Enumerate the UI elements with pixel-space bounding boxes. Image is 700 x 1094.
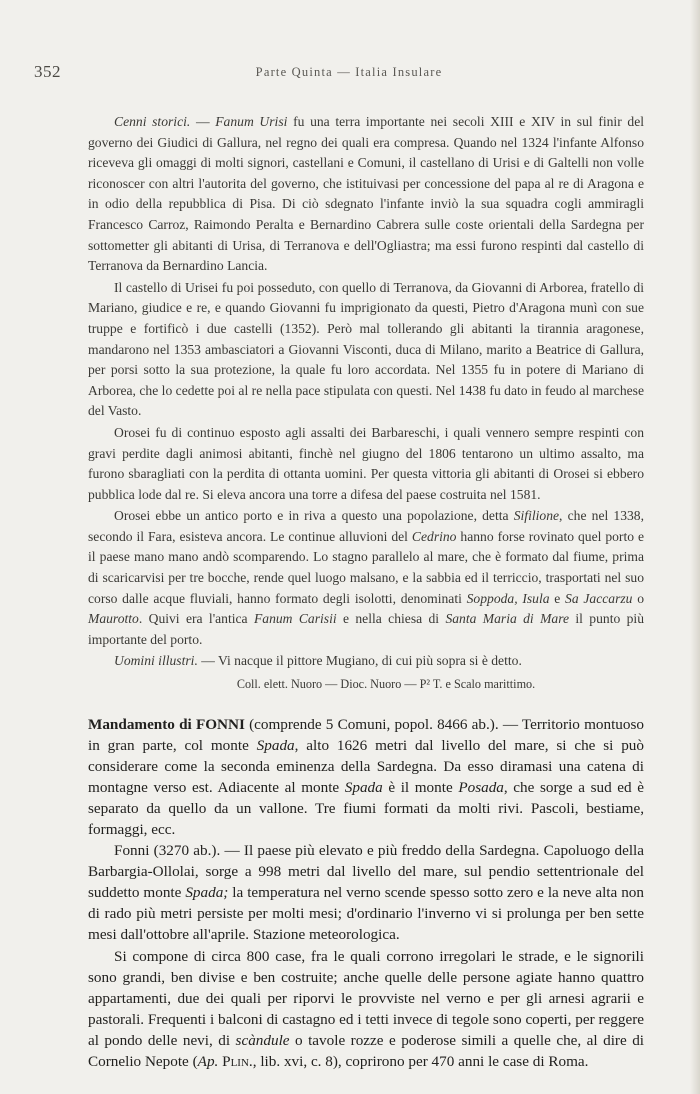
cenni-paragraph-2: Il castello di Urisei fu poi posseduto, con quello di Terranova, da Giovanni di Arborea, fratello di Mariano, giudice e re, e quando Giovanni fu imprigionato da questi, Pietro d'Aragona munì con sue truppe e fortificò i due castelli (1352). Però mal tollerando gli abitanti la tirannia aragonese, mandarono nel 1353 ambasciatori a Giovanni Visconti, duca di Milano, marito a Beatrice di Gallura, per porsi sotto la sua protezione, la quale fu loro accordata. Nel 1355 fu in potere di Mariano di Arborea, che lo cedette poi al re nella pace stipulata con questi. Nel 1438 fu dato in feudo al marchese del Vasto.	[88, 279, 644, 419]
mand-text-d: , che sorge a sud ed è separato da quello da un vallone. Tre fiumi formati da molti rivi. Pascoli, bestiame, formaggi, ecc.	[88, 778, 644, 838]
cenni-paragraph-3: Orosei fu di continuo esposto agli assalti dei Barbareschi, i quali vennero sempre respinti con gravi perdite dagli animosi abitanti, finchè nel giugno del 1806 tentarono un ultimo assalto, ma furono sbaragliati con la perdita di ottanta uomini. Per questa vittoria gli abitanti di Orosei si ebbero pubblica lode dal re. Si eleva ancora una torre a difesa del paese costruita nel 1581.	[88, 424, 644, 502]
mand-posada: Posada	[458, 778, 504, 796]
p4-text-g: e nella chiesa di	[336, 611, 446, 627]
p4-text-a: Orosei ebbe un antico porto e in riva a questo una popolazione, detta	[114, 508, 514, 524]
p4-sajaccarzu: Sa Jaccarzu	[565, 590, 633, 606]
case-paragraph	[88, 947, 644, 1072]
p4-santa-maria: Santa Maria di Mare	[445, 611, 570, 627]
case-plin: Plin.	[222, 1052, 253, 1070]
fanum-urisi: Fanum Urisi	[215, 114, 288, 129]
fonni-section	[88, 715, 644, 1072]
case-text-c: , lib. xvi, c. 8), coprirono per 470 anni le case di Roma.	[252, 1052, 589, 1070]
mandamento-paragraph	[88, 715, 644, 840]
page-edge-shadow	[690, 0, 700, 1094]
mand-spada-1: Spada	[256, 736, 295, 754]
fonni-paragraph	[88, 841, 644, 946]
running-title: Parte Quinta — Italia Insulare	[255, 65, 443, 79]
page-number: 352	[34, 62, 61, 81]
p4-maurotto: Maurotto	[88, 611, 139, 627]
collegio-note: Coll. elett. Nuoro — Dioc. Nuoro — P² T. e Scalo marittimo.	[236, 677, 536, 692]
cenni-paragraph-1: Cenni storici. — Fanum Urisi fu una terra importante nei secoli XIII e XIV in sul finir del governo dei Giudici di Gallura, nel regno dei quali era compresa. Quando nel 1324 l'infante Alfonso riceveva gli omaggi di molti signori, castellani e Comuni, il castellano di Urisi e di Galtelli non volle riconoscer con altri l'autorita del governo, che istituivasi per concessione del papa al re di Aragona e in odio della repubblica di Pisa. Di ciò sdegnato l'infante inviò la sua squadra cogli ammiragli Francesco Carroz, Raimondo Peralta e Bernardino Cabrera sulle coste orientali della Sardegna per sottometter gli abitanti di Urisa, di Terranova e dell'Ogliastra; ma essi furono respinti dal castello di Terranova da Bernardino Lancia.	[88, 114, 645, 274]
cenni-lead: Cenni storici.	[114, 114, 191, 129]
p4-text-f: . Quivi era l'antica	[138, 611, 254, 627]
cenni-text-1: fu una terra importante nei secoli XIII e XIV in sul finir del governo dei Giudici di Gallura, nel regno dei quali era compresa. Quando nel 1324 l'infante Alfonso riceveva gli omaggi di molti signori, castellani e Comuni, il castellano di Urisi e di Galtelli non volle riconoscer con altri l'autorita del governo, che istituivasi per concessione del papa al re di Aragona e in odio della repubblica di Pisa. Di ciò sdegnato l'infante inviò la sua squadra cogli ammiragli Francesco Carroz, Raimondo Peralta e Bernardino Cabrera sulle coste orientali della Sardegna per sottometter gli abitanti di Urisa, di Terranova e dell'Ogliastra; ma essi furono respinti dal castello di Terranova da Bernardino Lancia.	[88, 114, 645, 274]
case-text-a: Si compone di circa 800 case, fra le quali corrono irregolari le strade, e le signorili sono grandi, ben divise e ben costruite; anche quelle delle persone agiate hanno quattro appartamenti, due dei quali per riporvi le provviste nel verno e per gli arnesi agrarii e pastorali. Frequenti i balconi di castagno ed i tetti invece di tegole sono coperti, per reggere al pondo delle nevi, di	[88, 948, 644, 1049]
cenni-section	[88, 112, 644, 693]
cenni-paragraph-4	[88, 506, 644, 650]
case-ap: Ap.	[197, 1052, 223, 1070]
mand-text-a: (comprende 5 Comuni, popol. 8466 ab.). — Territorio montuoso in gran parte, col monte	[88, 716, 644, 754]
mand-text-b: , alto 1626 metri dal livello del mare, si che si può considerare come la seconda eminenza della Sardegna. Da esso diramasi una catena di montagne verso est. Adiacente al monte	[88, 736, 644, 796]
fonni-spada: Spada;	[185, 884, 229, 902]
page-header	[34, 62, 664, 84]
uomini-lead: Uomini illustri.	[114, 653, 198, 669]
p4-text-d: e	[549, 590, 566, 606]
mandamento-heading: Mandamento di FONNI	[88, 716, 245, 734]
p4-fanum-carisii: Fanum Carisii	[253, 611, 337, 627]
fonni-text-b: la temperatura nel verno scende spesso sotto zero e la neve alta non di rado più metri persiste per molti mesi; d'ordinario l'inverno vi si prolunga per ben sette mesi dall'ottobre all'aprile. Stazione meteorologica.	[88, 884, 644, 944]
p4-cedrino: Cedrino	[411, 528, 457, 544]
mand-spada-2: Spada	[344, 778, 383, 796]
mand-text-c: è il monte	[382, 778, 459, 796]
case-scandule: scàndule	[235, 1031, 290, 1049]
fonni-text-a: Fonni (3270 ab.). — Il paese più elevato e più freddo della Sardegna. Capoluogo della Barbargia-Ollolai, sorge a 998 metri dal livello del mare, sul pendio settentrionale del suddetto monte	[88, 842, 644, 902]
p4-text-h: il punto più importante del porto.	[88, 611, 644, 647]
page-body	[88, 112, 644, 1072]
uomini-paragraph	[88, 651, 644, 672]
p4-soppoda: Soppoda, Isula	[466, 590, 550, 606]
uomini-text: — Vi nacque il pittore Mugiano, di cui più sopra si è detto.	[197, 653, 522, 669]
p4-text-c: hanno forse rovinato quel porto e il paese mano mano andò scomparendo. Lo stagno parallelo al mare, che è formato dal fiume, prima di scaricarvisi per tre bocche, rende quel luogo malsano, e la sabbia ed il terriccio, trasportati nel suo corso dalle acque fluviali, hanno formato degli isolotti, denominati	[88, 528, 644, 606]
p4-sifilione: Sifilione	[513, 508, 560, 524]
p4-text-e: o	[632, 590, 644, 606]
case-text-b: o tavole rozze e poderose simili a quelle che, al dire di Cornelio Nepote (	[88, 1031, 645, 1070]
p4-text-b: , che nel 1338, secondo il Fara, esisteva ancora. Le continue alluvioni del	[88, 508, 645, 544]
